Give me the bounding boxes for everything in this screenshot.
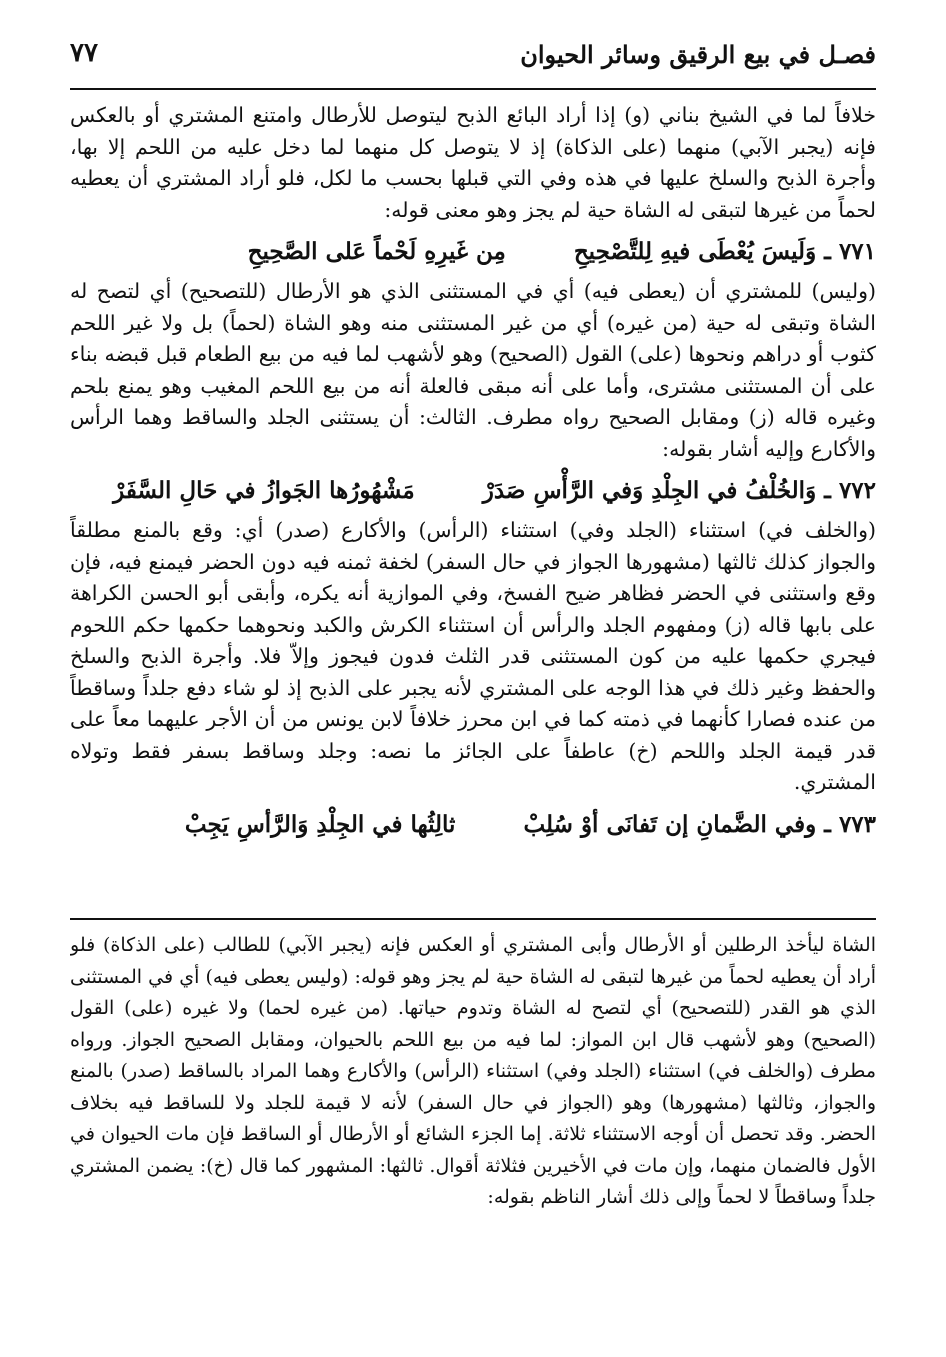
footnotes <box>70 930 876 1330</box>
paragraph-3: (والخلف في) استثناء (الجلد وفي) استثناء (الرأس) والأكارع (صدر) أي: وقع بالمنع مطلقاً والجواز كذلك ثالثها (مشهورها الجواز في حال السفر) لخفة ثمنه فيه دون الحضر فيمنع فيه، فإن وقع واستثنى في الحضر فظاهر ضيح الفسخ، وفي الموازية أنه يكره، وأبقى أبو الحسن الكراهة على بابها قاله (ز) ومفهوم الجلد والرأس أن استثناء الكرش والكبد ونحوهما حكمها حكم اللحوم فيجري حكمها عليه من كون المستثنى قدر الثلث فدون فيجوز وإلاّ فلا. وأجرة الذبح والسلخ والحفظ وغير ذلك في هذا الوجه على المشتري لأنه يجبر على الذبح إذ لو شاء دفع جلداً وساقطاً من عنده فصارا كأنهما في ذمته كما في ابن محرز خلافاً لابن يونس من أن الأجر عليهما معاً على قدر قيمة الجلد واللحم (خ) عاطفاً على الجائز ما نصه: وجلد وساقط بسفر فقط وتولاه المشتري. <box>70 518 876 794</box>
header-divider <box>70 88 876 90</box>
verse-773-second-hemistich: ثالِثُها في الجِلْدِ وَالرَّأسِ يَجِبْ <box>184 810 456 838</box>
footnote-divider <box>70 918 876 920</box>
verse-771 <box>70 234 876 270</box>
verse-772-first-hemistich: ٧٧٢ ـ وَالخُلْفُ في الجِلْدِ وَفي الرَّأْسِ صَدَرْ <box>482 477 876 504</box>
paragraph-2: (وليس) للمشتري أن (يعطى فيه) أي في المستثنى الذي هو الأرطال (للتصحيح) أي لتصح له الشاة وتبقى له حية (من غيره) أي من غير المستثنى منه وهو الشاة (لحماً) بل ولا غير اللحم كثوب أو دراهم ونحوها (على) القول (الصحيح) وهو لأشهب لما فيه من بيع الطعام قبل قبضه بناء على أن المستثنى مشترى، وأما على أنه مبقى فالعلة أنه من بيع اللحم المغيب وهو يمنع بلحم وغيره قاله (ز) ومقابل الصحيح رواه مطرف. الثالث: أن يستثنى الجلد والساقط وهما الرأس والأكارع وإليه أشار بقوله: <box>70 279 876 461</box>
main-text <box>70 100 876 900</box>
verse-773-first-hemistich: ٧٧٣ ـ وفي الضَّمانِ إن تَفانَى أوْ سُلِبْ <box>523 810 876 838</box>
chapter-title: فصـل في بيع الرقيق وسائر الحيوان <box>520 40 876 69</box>
verse-772 <box>70 473 876 509</box>
verse-773 <box>70 807 876 843</box>
verse-771-second-hemistich: مِن غَيرِهِ لَحْماً عَلى الصَّحِيحِ <box>247 238 506 265</box>
footnote-text: الشاة ليأخذ الرطلين أو الأرطال وأبى المشتري أو العكس فإنه (يجبر الآبي) للطالب (على الذكاة) فلو أراد أن يعطيه لحماً من غيرها لتبقى له الشاة حية لم يجز وهو قوله: (وليس يعطى فيه) أي في المستثنى الذي هو القدر (للتصحيح) أي لتصح له الشاة وتدوم حياتها. (من غيره لحما) ولا غيره (على) القول (الصحيح) وهو لأشهب قال ابن المواز: لما فيه من بيع اللحم بالحيوان، ومقابل الصحيح الجواز. ورواه مطرف (والخلف في) استثناء (الجلد وفي) استثناء (الرأس) والأكارع وهما المراد بالساقط (صدر) بالمنع والجواز، وثالثها (مشهورها) وهو (الجواز في حال السفر) لأنه لا قيمة للجلد ولا للساقط فيه بخلاف الحضر. وقد تحصل أن أوجه الاستثناء ثلاثة. إما الجزء الشائع أو الأرطال أو الساقط فإن مات الحيوان في الأول فالضمان منهما، وإن مات في الأخيرين فثلاثة أقوال. ثالثها: المشهور كما قال (خ): يضمن المشتري جلداً وساقطاً لا لحماً وإلى ذلك أشار الناظم بقوله: <box>70 934 876 1208</box>
page-header <box>70 30 876 90</box>
page-number: ٧٧ <box>70 38 98 68</box>
verse-772-second-hemistich: مَشْهُورُها الجَوازُ في حَالِ السَّفَرْ <box>113 477 415 504</box>
verse-771-first-hemistich: ٧٧١ ـ وَلَيسَ يُعْطَى فيهِ لِلتَّصْحِيحِ <box>573 238 876 265</box>
paragraph-1: خلافاً لما في الشيخ بناني (و) إذا أراد البائع الذبح ليتوصل للأرطال وامتنع المشتري أو بالعكس فإنه (يجبر الآبي) منهما (على الذكاة) إذ لا يتوصل كل منهما لما دخل عليه من اللحم إلا بها، وأجرة الذبح والسلخ عليها في هذه وفي التي قبلها بحسب ما لكل، فلو أراد المشتري أن يعطيه لحماً من غيرها لتبقى له الشاة حية لم يجز وهو معنى قوله: <box>70 103 876 222</box>
